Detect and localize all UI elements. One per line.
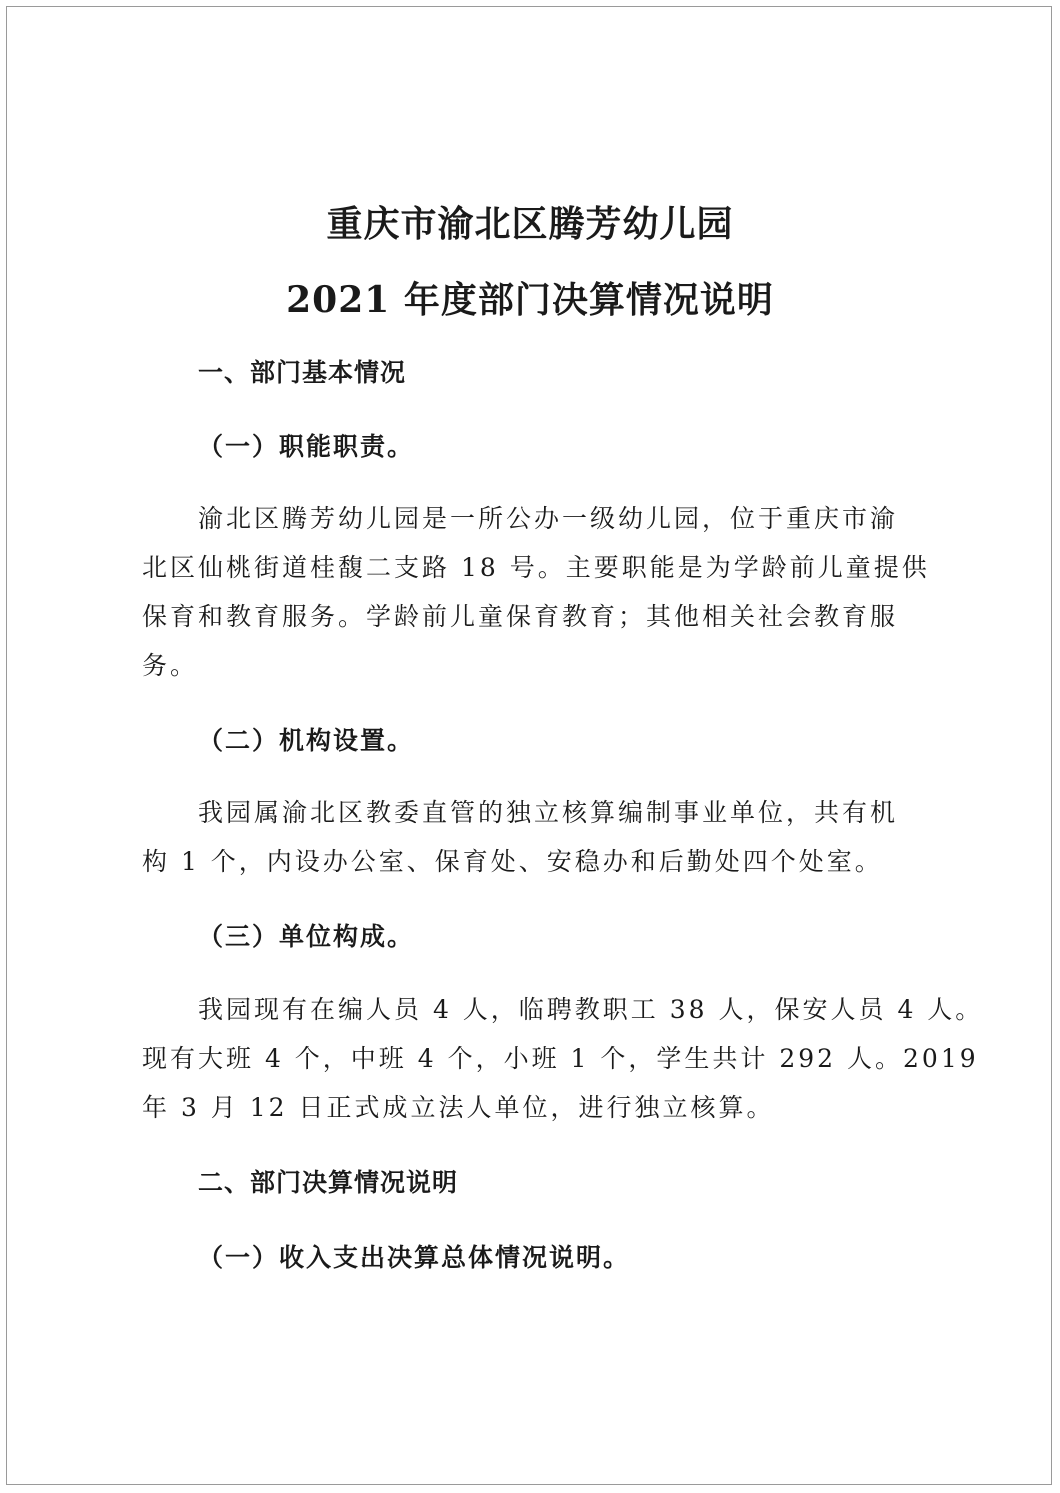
document-title-line-2: 2021 年度部门决算情况说明 — [286, 279, 774, 321]
paragraph-line: 年 3 月 12 日正式成立法人单位，进行独立核算。 — [142, 1093, 775, 1122]
paragraph-functions — [142, 494, 942, 690]
section-heading-final-accounts: 二、部门决算情况说明 — [198, 1168, 459, 1197]
document-title-line-1: 重庆市渝北区腾芳幼儿园 — [326, 203, 734, 245]
paragraph-line: 务。 — [142, 651, 199, 680]
subheading-organization: （二）机构设置。 — [198, 726, 415, 755]
paragraph-line: 北区仙桃街道桂馥二支路 18 号。主要职能是为学龄前儿童提供 — [142, 553, 930, 582]
paragraph-line: 现有大班 4 个，中班 4 个，小班 1 个，学生共计 292 人。2019 — [142, 1044, 979, 1073]
subheading-functions: （一）职能职责。 — [198, 432, 415, 461]
paragraph-line: 我园现有在编人员 4 人，临聘教职工 38 人，保安人员 4 人。 — [198, 995, 984, 1024]
paragraph-line: 保育和教育服务。学龄前儿童保育教育；其他相关社会教育服 — [142, 602, 899, 631]
subheading-composition: （三）单位构成。 — [198, 922, 415, 951]
subheading-income-expenditure: （一）收入支出决算总体情况说明。 — [198, 1243, 631, 1272]
paragraph-line: 构 1 个，内设办公室、保育处、安稳办和后勤处四个处室。 — [142, 847, 883, 876]
section-heading-basic-info: 一、部门基本情况 — [198, 358, 407, 387]
paragraph-organization — [142, 788, 942, 886]
paragraph-composition — [142, 985, 984, 1132]
paragraph-line: 我园属渝北区教委直管的独立核算编制事业单位，共有机 — [198, 798, 899, 827]
paragraph-line: 渝北区腾芳幼儿园是一所公办一级幼儿园，位于重庆市渝 — [198, 504, 899, 533]
